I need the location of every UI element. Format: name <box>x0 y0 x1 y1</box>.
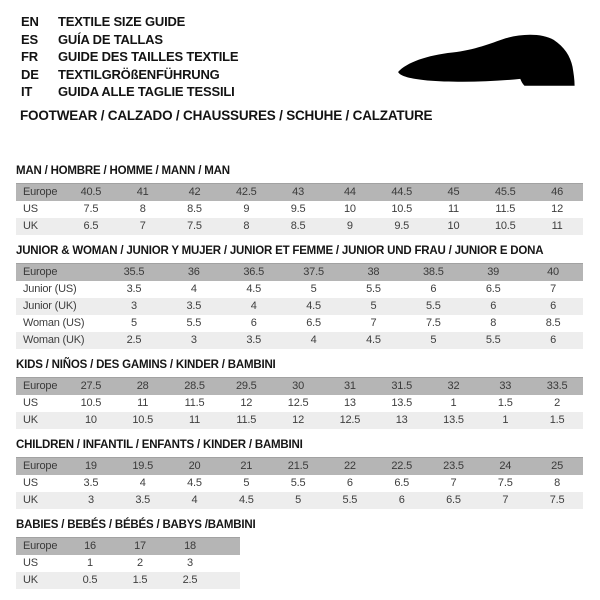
size-cell: 6.5 <box>394 477 410 489</box>
spacer-cell <box>215 537 240 555</box>
size-cell: 6 <box>523 298 583 315</box>
size-cell: 3 <box>187 557 193 569</box>
size-cell: 8 <box>139 203 146 215</box>
size-table-header-row <box>16 537 240 555</box>
size-cell: 8.5 <box>272 218 324 235</box>
size-cell: 10.5 <box>80 397 102 409</box>
size-cell: 3 <box>164 332 224 349</box>
size-cell: 19.5 <box>117 457 169 475</box>
size-cell: 12 <box>272 412 324 429</box>
size-cell: 9 <box>324 218 376 235</box>
size-cell: 6.5 <box>306 317 321 329</box>
size-cell: 44 <box>324 183 376 201</box>
category-line: FOOTWEAR / CALZADO / CHAUSSURES / SCHUHE / CALZATURE <box>20 107 433 123</box>
size-cell: 19 <box>65 457 117 475</box>
size-cell: 1 <box>87 557 93 569</box>
size-cell: 11.5 <box>495 203 516 215</box>
size-cell: 43 <box>272 183 324 201</box>
section-title: KIDS / NIÑOS / DES GAMINS / KINDER / BAMBINI <box>16 358 276 371</box>
row-label: UK <box>16 412 65 429</box>
size-table-row <box>16 395 583 412</box>
size-cell: 21.5 <box>272 457 324 475</box>
size-table-section-junior-woman <box>16 245 600 349</box>
size-table <box>16 377 583 429</box>
size-table <box>16 537 240 589</box>
language-code: EN <box>21 14 39 29</box>
size-table-header-row <box>16 457 583 475</box>
row-label: Europe <box>16 183 65 201</box>
language-row <box>21 14 600 32</box>
row-label: Woman (UK) <box>16 332 104 349</box>
size-cell: 6 <box>523 332 583 349</box>
size-cell: 41 <box>117 183 169 201</box>
size-cell: 3.5 <box>224 332 284 349</box>
size-cell: 4 <box>139 477 146 489</box>
size-cell: 5.5 <box>463 332 523 349</box>
size-cell: 5.5 <box>324 492 376 509</box>
size-table-row <box>16 201 583 218</box>
size-cell: 2 <box>137 557 143 569</box>
language-label: TEXTILE SIZE GUIDE <box>58 14 186 29</box>
size-cell: 7 <box>117 218 169 235</box>
size-cell: 33.5 <box>531 377 583 395</box>
size-cell: 46 <box>531 183 583 201</box>
size-cell: 13 <box>343 397 356 409</box>
size-cell: 6 <box>346 477 353 489</box>
size-cell: 22 <box>324 457 376 475</box>
size-cell: 6.5 <box>428 492 480 509</box>
size-cell: 28.5 <box>169 377 221 395</box>
size-cell: 45 <box>428 183 480 201</box>
size-cell: 2 <box>554 397 561 409</box>
size-cell: 42.5 <box>220 183 272 201</box>
size-cell: 12 <box>240 397 253 409</box>
size-cell: 37.5 <box>284 263 344 281</box>
size-table-row <box>16 492 583 509</box>
size-cell: 23.5 <box>428 457 480 475</box>
size-cell: 4 <box>169 492 221 509</box>
size-cell: 11 <box>169 412 221 429</box>
size-cell: 7.5 <box>497 477 513 489</box>
size-cell: 35.5 <box>104 263 164 281</box>
size-cell: 4.5 <box>220 492 272 509</box>
size-cell: 11 <box>531 218 583 235</box>
section-title: MAN / HOMBRE / HOMME / MANN / MAN <box>16 164 230 177</box>
size-cell: 4.5 <box>246 283 262 295</box>
size-cell: 31 <box>324 377 376 395</box>
size-table-section-babies <box>16 519 600 589</box>
size-table-header-row <box>16 183 583 201</box>
size-cell: 12.5 <box>324 412 376 429</box>
row-label: US <box>23 397 38 409</box>
size-cell: 1 <box>450 397 457 409</box>
size-cell: 29.5 <box>220 377 272 395</box>
size-cell: 42 <box>169 183 221 201</box>
row-label: Europe <box>16 263 104 281</box>
size-table-row <box>16 475 583 492</box>
size-cell: 10 <box>428 218 480 235</box>
size-cell: 1.5 <box>497 397 513 409</box>
size-cell: 10 <box>65 412 117 429</box>
section-title: CHILDREN / INFANTIL / ENFANTS / KINDER / BAMBINI <box>16 438 303 451</box>
size-cell: 40 <box>523 263 583 281</box>
size-cell: 7.5 <box>425 317 441 329</box>
language-code: ES <box>21 31 38 47</box>
size-cell: 28 <box>117 377 169 395</box>
row-label: US <box>23 477 38 489</box>
size-cell: 4.5 <box>187 477 202 489</box>
size-cell: 4 <box>190 283 197 295</box>
size-cell: 44.5 <box>376 183 428 201</box>
size-cell: 3.5 <box>83 477 99 489</box>
size-tables <box>16 165 600 589</box>
size-cell: 38 <box>344 263 404 281</box>
size-cell: 31.5 <box>376 377 428 395</box>
language-code: IT <box>21 84 33 99</box>
language-label: GUÍA DE TALLAS <box>58 31 163 47</box>
size-cell: 21 <box>220 457 272 475</box>
language-label: GUIDE DES TAILLES TEXTILE <box>58 49 239 64</box>
size-cell: 10.5 <box>117 412 169 429</box>
size-table-header-row <box>16 377 583 395</box>
size-cell: 5 <box>403 332 463 349</box>
size-table-row <box>16 332 583 349</box>
row-label: Junior (UK) <box>16 298 104 315</box>
size-cell: 7.5 <box>169 218 221 235</box>
size-cell: 13 <box>376 412 428 429</box>
size-cell: 7.5 <box>83 203 99 215</box>
size-cell: 5 <box>310 283 317 295</box>
size-table <box>16 183 583 235</box>
size-cell: 5.5 <box>366 283 381 295</box>
language-label: TEXTILGRÖßENFÜHRUNG <box>58 66 220 82</box>
size-cell: 4.5 <box>344 332 404 349</box>
row-label: US <box>23 557 38 569</box>
size-cell: 9.5 <box>290 203 306 215</box>
size-cell: 5 <box>243 477 250 489</box>
size-table-row <box>16 281 583 298</box>
size-cell: 39 <box>463 263 523 281</box>
row-label: US <box>23 203 38 215</box>
size-cell: 38.5 <box>403 263 463 281</box>
section-title: JUNIOR & WOMAN / JUNIOR Y MUJER / JUNIOR ET FEMME / JUNIOR UND FRAU / JUNIOR E DONA <box>16 244 544 257</box>
spacer-cell <box>215 572 240 589</box>
size-table-header-row <box>16 263 583 281</box>
size-cell: 6 <box>376 492 428 509</box>
row-label: Europe <box>16 537 65 555</box>
size-cell: 6.5 <box>65 218 117 235</box>
row-label: Europe <box>16 457 65 475</box>
size-cell: 5.5 <box>186 317 202 329</box>
size-cell: 13.5 <box>391 397 412 409</box>
size-table <box>16 263 583 349</box>
row-label: UK <box>16 572 65 589</box>
size-table-row <box>16 555 240 572</box>
size-cell: 45.5 <box>479 183 531 201</box>
size-cell: 6 <box>250 317 257 329</box>
size-cell: 5.5 <box>403 298 463 315</box>
size-cell: 4.5 <box>284 298 344 315</box>
size-cell: 16 <box>65 537 115 555</box>
language-code: FR <box>21 49 38 64</box>
row-label: UK <box>16 218 65 235</box>
size-cell: 5.5 <box>290 477 306 489</box>
size-cell: 1 <box>479 412 531 429</box>
size-cell: 3 <box>104 298 164 315</box>
size-cell: 11 <box>447 203 459 215</box>
size-cell: 17 <box>115 537 165 555</box>
size-table-section-man <box>16 165 600 235</box>
size-cell: 13.5 <box>428 412 480 429</box>
size-cell: 10 <box>343 203 356 215</box>
size-cell: 27.5 <box>65 377 117 395</box>
size-cell: 5 <box>272 492 324 509</box>
size-cell: 7 <box>450 477 457 489</box>
size-cell: 4 <box>224 298 284 315</box>
size-table-row <box>16 218 583 235</box>
size-cell: 8.5 <box>545 317 561 329</box>
size-table-row <box>16 298 583 315</box>
size-cell: 40.5 <box>65 183 117 201</box>
size-cell: 22.5 <box>376 457 428 475</box>
size-cell: 7 <box>370 317 377 329</box>
size-cell: 0.5 <box>65 572 115 589</box>
size-cell: 9.5 <box>376 218 428 235</box>
size-table-row <box>16 572 240 589</box>
size-cell: 7 <box>550 283 557 295</box>
size-cell: 8 <box>554 477 561 489</box>
size-table-row <box>16 315 583 332</box>
size-cell: 2.5 <box>165 572 215 589</box>
size-cell: 3.5 <box>117 492 169 509</box>
size-table-row <box>16 412 583 429</box>
size-cell: 12 <box>551 203 563 215</box>
size-table <box>16 457 583 509</box>
size-cell: 20 <box>169 457 221 475</box>
size-cell: 6.5 <box>485 283 501 295</box>
size-cell: 8.5 <box>187 203 202 215</box>
size-cell: 5 <box>130 317 137 329</box>
row-label: Woman (US) <box>23 317 85 329</box>
section-title: BABIES / BEBÉS / BÉBÉS / BABYS /BAMBINI <box>16 518 256 531</box>
language-label: GUIDA ALLE TAGLIE TESSILI <box>58 84 235 99</box>
size-cell: 9 <box>243 203 250 215</box>
size-cell: 3.5 <box>164 298 224 315</box>
row-label: UK <box>16 492 65 509</box>
size-cell: 11.5 <box>184 397 205 409</box>
size-cell: 33 <box>479 377 531 395</box>
size-cell: 7.5 <box>531 492 583 509</box>
size-cell: 32 <box>428 377 480 395</box>
size-cell: 11.5 <box>220 412 272 429</box>
size-cell: 6 <box>430 283 437 295</box>
row-label: Europe <box>16 377 65 395</box>
size-cell: 6 <box>463 298 523 315</box>
size-cell: 3.5 <box>126 283 142 295</box>
size-cell: 7 <box>479 492 531 509</box>
size-cell: 36.5 <box>224 263 284 281</box>
size-cell: 8 <box>490 317 497 329</box>
size-cell: 12.5 <box>287 397 309 409</box>
size-cell: 4 <box>284 332 344 349</box>
size-cell: 3 <box>65 492 117 509</box>
size-cell: 24 <box>479 457 531 475</box>
spacer-cell <box>215 555 240 572</box>
size-cell: 8 <box>220 218 272 235</box>
row-label: Junior (US) <box>23 283 77 295</box>
size-cell: 1.5 <box>531 412 583 429</box>
size-cell: 11 <box>137 397 149 409</box>
dress-shoe-icon <box>396 33 584 91</box>
size-cell: 25 <box>531 457 583 475</box>
language-code: DE <box>21 66 39 82</box>
size-cell: 18 <box>165 537 215 555</box>
size-cell: 10.5 <box>479 218 531 235</box>
size-cell: 5 <box>344 298 404 315</box>
size-cell: 2.5 <box>104 332 164 349</box>
size-cell: 36 <box>164 263 224 281</box>
size-cell: 1.5 <box>115 572 165 589</box>
size-table-section-children <box>16 439 600 509</box>
size-table-section-kids <box>16 359 600 429</box>
size-cell: 10.5 <box>391 203 412 215</box>
size-cell: 30 <box>272 377 324 395</box>
